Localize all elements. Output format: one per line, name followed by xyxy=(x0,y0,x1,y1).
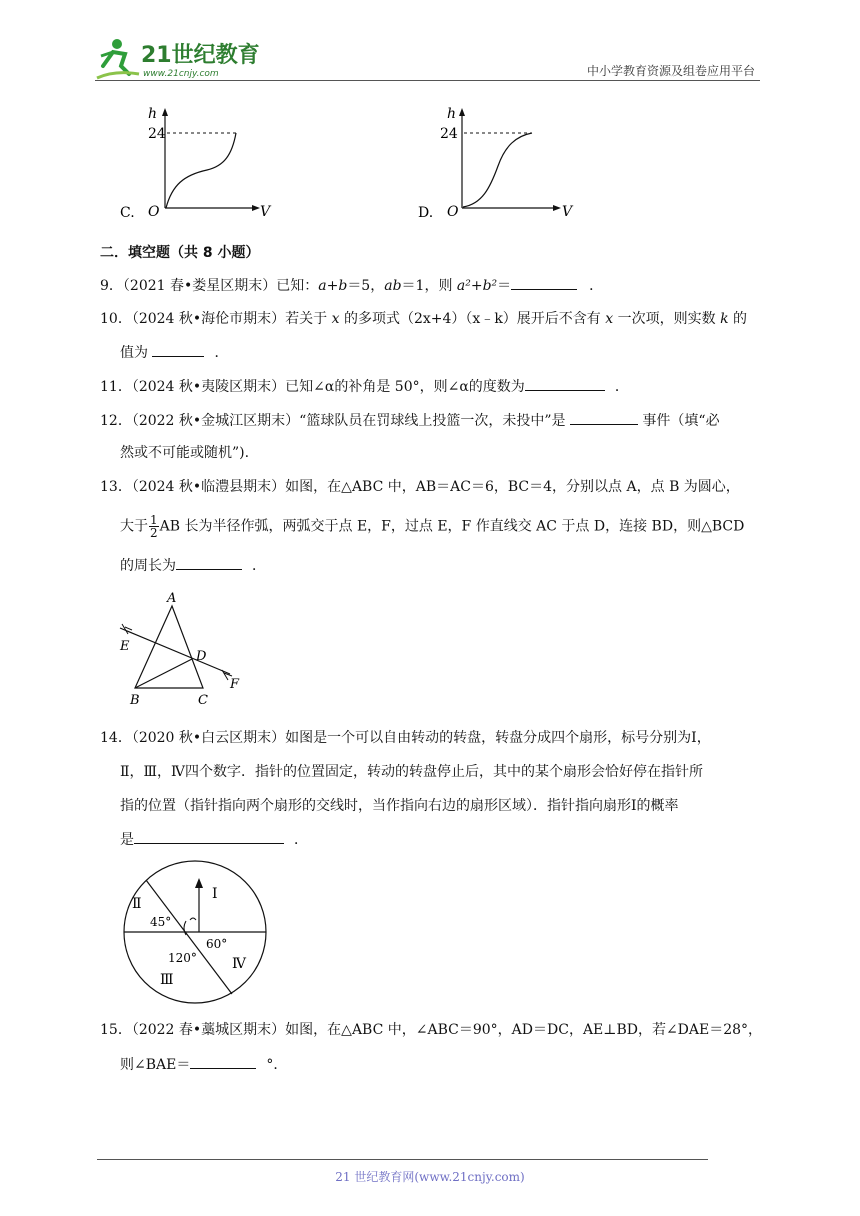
question-14-line4: 是 ． xyxy=(120,829,308,850)
question-13-line2: 大于 $\frac{1}{2}$ AB 长为半径作弧，两弧交于点 E，F，过点 E，F 作直线交 AC 于点 D，连接 BD，则△BCD xyxy=(120,513,745,540)
svg-text:Ⅰ: Ⅰ xyxy=(212,886,218,902)
question-15-line2: 则∠BAE＝ °． xyxy=(120,1054,287,1075)
question-14: 14．（2020 秋•白云区期末）如图是一个可以自由转动的转盘，转盘分成四个扇形，标号分别为Ⅰ， xyxy=(100,730,711,746)
svg-text:Ⅳ: Ⅳ xyxy=(232,956,246,972)
question-12: 12．（2022 秋•金城江区期末）“篮球队员在罚球线上投篮一次，未投中”是 事件（填“必 xyxy=(100,410,720,431)
svg-text:F: F xyxy=(230,677,240,692)
answer-blank[interactable] xyxy=(525,376,605,391)
option-c-label: C. xyxy=(120,205,135,221)
svg-text:E: E xyxy=(120,639,130,654)
answer-blank[interactable] xyxy=(176,555,242,570)
y-axis-label: h xyxy=(148,106,158,122)
svg-text:45°: 45° xyxy=(150,915,172,929)
svg-text:A: A xyxy=(167,591,177,606)
option-d-label: D. xyxy=(418,205,434,221)
origin-label: O xyxy=(148,204,160,220)
spinner-figure xyxy=(120,858,270,1004)
graph-c xyxy=(112,100,282,225)
svg-text:Ⅱ: Ⅱ xyxy=(132,896,142,912)
x-axis-label: V xyxy=(260,204,271,220)
footer-divider xyxy=(97,1159,708,1160)
svg-text:C: C xyxy=(198,693,208,708)
runner-icon xyxy=(97,39,139,78)
answer-blank[interactable] xyxy=(134,829,284,844)
y-axis-label: h xyxy=(447,106,457,122)
question-13-line3: 的周长为 ． xyxy=(120,555,266,576)
svg-text:120°: 120° xyxy=(168,951,197,965)
question-14-line3: 指的位置（指针指向两个扇形的交线时，当作指向右边的扇形区域）．指针指向扇形Ⅰ的概率 xyxy=(120,798,679,814)
answer-blank[interactable] xyxy=(570,410,638,425)
question-14-line2: Ⅱ，Ⅲ，Ⅳ四个数字．指针的位置固定，转动的转盘停止后，其中的某个扇形会恰好停在指针所 xyxy=(120,764,704,780)
answer-blank[interactable] xyxy=(511,275,577,290)
answer-blank[interactable] xyxy=(190,1054,256,1069)
fraction: $\frac{1}{2}$ xyxy=(150,513,158,540)
footer-link[interactable]: 21 世纪教育网(www.21cnjy.com) xyxy=(335,1170,525,1184)
logo-text: 21世纪教育 xyxy=(141,43,260,68)
graph-d xyxy=(410,100,580,225)
y-value-label: 24 xyxy=(148,126,166,142)
triangle-figure xyxy=(112,590,252,710)
header-divider xyxy=(95,80,760,81)
svg-text:Ⅲ: Ⅲ xyxy=(160,972,174,988)
question-10: 10．（2024 秋•海伦市期末）若关于 x 的多项式（2x+4）（x﹣k）展开后不含有 x 一次项，则实数 k 的 xyxy=(100,311,748,327)
site-logo xyxy=(95,36,270,82)
svg-text:B: B xyxy=(130,693,140,708)
question-13: 13．（2024 秋•临澧县期末）如图，在△ABC 中，AB＝AC＝6，BC＝4，分别以点 A，点 B 为圆心， xyxy=(100,479,740,495)
origin-label: O xyxy=(447,204,459,220)
section-title: 二．填空题（共 8 小题） xyxy=(100,245,260,261)
x-axis-label: V xyxy=(562,204,573,220)
svg-text:D: D xyxy=(196,649,207,664)
question-11: 11．（2024 秋•夷陵区期末）已知∠α的补角是 50°，则∠α的度数为 ． xyxy=(100,376,629,397)
logo-url: www.21cnjy.com xyxy=(143,69,219,79)
question-9: 9．（2021 春•娄星区期末）已知：a+b＝5，ab＝1，则 a²+b²＝ ． xyxy=(100,275,603,296)
question-10-line2: 值为 ． xyxy=(120,342,228,363)
platform-name: 中小学教育资源及组卷应用平台 xyxy=(586,64,755,78)
answer-blank[interactable] xyxy=(152,342,204,357)
question-12-line2: 然或不可能或随机”). xyxy=(120,445,250,461)
question-15: 15．（2022 春•藁城区期末）如图，在△ABC 中，∠ABC＝90°，AD＝DC，AE⊥BD，若∠DAE＝28°， xyxy=(100,1022,763,1038)
y-value-label: 24 xyxy=(440,126,458,142)
svg-text:60°: 60° xyxy=(206,937,228,951)
